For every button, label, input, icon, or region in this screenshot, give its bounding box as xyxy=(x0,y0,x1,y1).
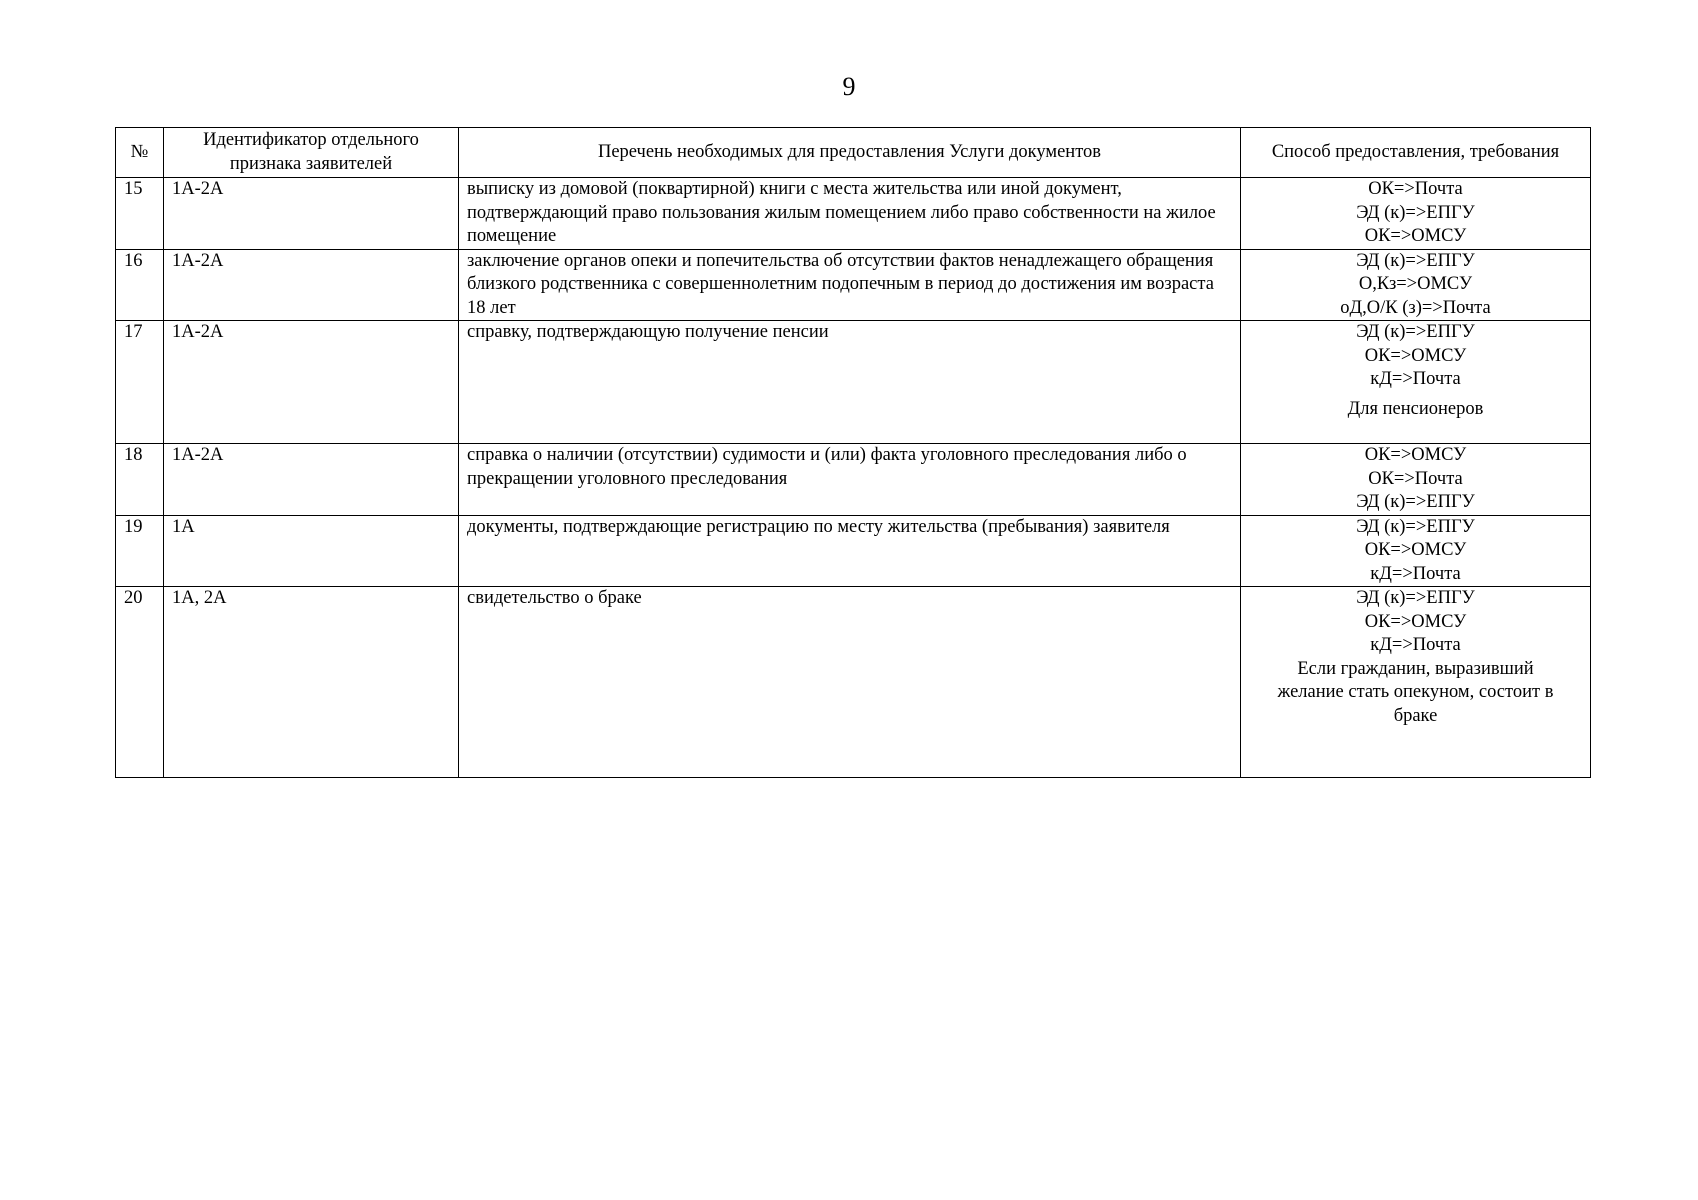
method-line: О,Кз=>ОМСУ xyxy=(1358,274,1473,294)
applicant-identifier: 1А-2А xyxy=(164,249,459,321)
applicant-identifier: 1А xyxy=(164,515,459,587)
applicant-identifier: 1А-2А xyxy=(164,321,459,444)
page-number: 9 xyxy=(842,72,856,101)
table-header-row xyxy=(116,128,1591,178)
header-documents: Перечень необходимых для предоставления Услуги документов xyxy=(459,128,1241,178)
method-note: Для пенсионеров xyxy=(1347,398,1484,419)
document-description: документы, подтверждающие регистрацию по месту жительства (пребывания) заявителя xyxy=(459,515,1241,587)
documents-table xyxy=(115,127,1591,778)
row-number: 15 xyxy=(116,178,164,250)
applicant-identifier: 1А, 2А xyxy=(164,587,459,778)
applicant-identifier: 1А-2А xyxy=(164,178,459,250)
document-description: справку, подтверждающую получение пенсии xyxy=(459,321,1241,444)
method-line: ЭД (к)=>ЕПГУ xyxy=(1356,492,1475,512)
document-description: справка о наличии (отсутствии) судимости и (или) факта уголовного преследования либо о прекращении уголовного преследования xyxy=(459,444,1241,516)
document-description: выписку из домовой (поквартирной) книги с места жительства или иной документ, подтверждающий право пользования жилым помещением либо право собственности на жилое помещение xyxy=(459,178,1241,250)
method-line: ОК=>ОМСУ xyxy=(1364,226,1467,246)
table-row xyxy=(116,321,1591,444)
method-note: Если гражданин, выразивший желание стать опекуном, состоит в браке xyxy=(1277,658,1554,726)
method-line: ОК=>ОМСУ xyxy=(1364,445,1467,465)
row-number: 17 xyxy=(116,321,164,444)
table-row xyxy=(116,515,1591,587)
method-line: кД=>Почта xyxy=(1370,563,1461,584)
method-line: ЭД (к)=>ЕПГУ xyxy=(1356,588,1475,608)
method-line: ЭД (к)=>ЕПГУ xyxy=(1356,322,1475,342)
table-row xyxy=(116,587,1591,778)
header-method: Способ предоставления, требования xyxy=(1241,128,1591,178)
submission-methods xyxy=(1241,321,1591,444)
table-row xyxy=(116,444,1591,516)
table-row xyxy=(116,178,1591,250)
row-number: 19 xyxy=(116,515,164,587)
method-line: кД=>Почта xyxy=(1370,369,1461,389)
header-num: № xyxy=(116,128,164,178)
table-row xyxy=(116,249,1591,321)
row-number: 16 xyxy=(116,249,164,321)
header-identifier: Идентификатор отдельного признака заявителей xyxy=(164,128,459,178)
row-number: 20 xyxy=(116,587,164,778)
applicant-identifier: 1А-2А xyxy=(164,444,459,516)
method-line: ОК=>Почта xyxy=(1368,468,1463,489)
method-line: ОК=>ОМСУ xyxy=(1364,345,1467,366)
submission-methods xyxy=(1241,178,1591,250)
submission-methods xyxy=(1241,444,1591,516)
row-number: 18 xyxy=(116,444,164,516)
document-description: свидетельство о браке xyxy=(459,587,1241,778)
method-line: ЭД (к)=>ЕПГУ xyxy=(1356,516,1475,537)
method-line: ОК=>ОМСУ xyxy=(1364,540,1467,560)
method-line: ОК=>ОМСУ xyxy=(1364,611,1467,632)
submission-methods xyxy=(1241,515,1591,587)
method-line: кД=>Почта xyxy=(1370,635,1461,655)
submission-methods xyxy=(1241,587,1591,778)
document-description: заключение органов опеки и попечительства об отсутствии фактов ненадлежащего обращения близкого родственника с совершеннолетним подопечным в период до достижения им возраста 18 лет xyxy=(459,249,1241,321)
method-line: оД,О/К (з)=>Почта xyxy=(1340,297,1491,318)
method-line: ОК=>Почта xyxy=(1368,179,1463,199)
method-line: ЭД (к)=>ЕПГУ xyxy=(1356,250,1475,271)
method-line: ЭД (к)=>ЕПГУ xyxy=(1356,202,1475,223)
submission-methods xyxy=(1241,249,1591,321)
